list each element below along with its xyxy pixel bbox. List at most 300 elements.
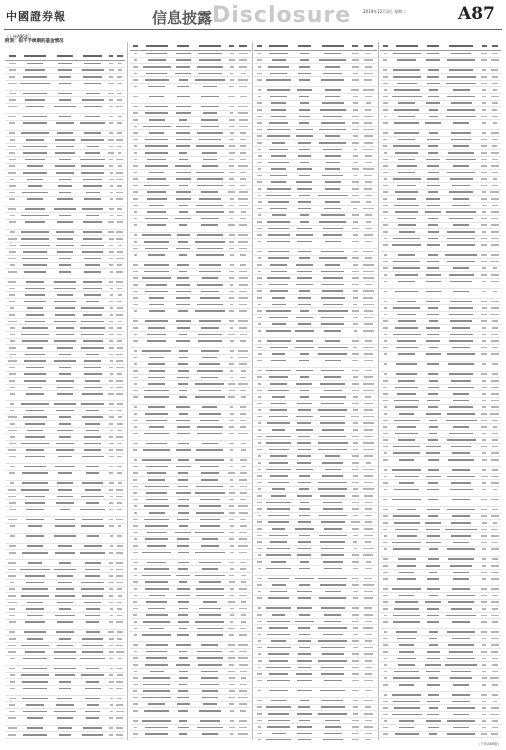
table-cell <box>134 334 137 336</box>
table-row <box>5 157 125 164</box>
table-cell <box>109 146 113 148</box>
table-row <box>130 418 251 425</box>
table-cell <box>364 188 372 190</box>
table-cell <box>481 499 487 501</box>
table-cell <box>353 627 359 629</box>
table-cell <box>179 205 188 207</box>
table-cell <box>84 132 102 134</box>
table-cell <box>481 261 486 263</box>
table-row <box>5 144 125 151</box>
table-cell <box>353 96 359 98</box>
table-cell <box>178 562 189 564</box>
table-cell <box>228 601 235 603</box>
table-row <box>380 114 501 121</box>
table-cell <box>383 684 388 686</box>
table-cell <box>238 241 248 243</box>
table-cell <box>395 529 418 531</box>
table-cell <box>451 139 472 141</box>
table-cell <box>55 595 75 597</box>
table-cell <box>397 535 417 537</box>
table-cell <box>175 73 190 75</box>
table-row <box>5 345 125 352</box>
table-cell <box>230 73 234 75</box>
table-cell <box>117 615 121 617</box>
table-cell <box>145 588 169 590</box>
table-cell <box>384 89 388 91</box>
table-cell <box>27 638 42 640</box>
table-cell <box>447 733 475 735</box>
table-cell <box>384 658 387 660</box>
table-cell <box>8 208 16 210</box>
table-cell <box>257 79 262 81</box>
table-cell <box>179 525 188 527</box>
table-row <box>130 163 251 170</box>
table-cell <box>81 139 104 141</box>
table-row <box>130 177 251 184</box>
table-row <box>130 593 251 600</box>
table-cell <box>108 231 113 233</box>
table-row <box>254 282 377 289</box>
table-cell <box>240 264 246 266</box>
table-cell <box>363 290 374 292</box>
table-cell <box>481 515 488 517</box>
table-cell <box>178 568 189 570</box>
table-row <box>5 709 125 716</box>
table-cell <box>298 739 311 740</box>
table-cell <box>176 466 191 468</box>
table-cell <box>481 509 487 511</box>
table-row <box>254 322 377 329</box>
table-cell <box>429 572 437 574</box>
table-row <box>254 473 377 480</box>
table-cell <box>426 353 441 355</box>
table-cell <box>177 519 189 521</box>
table-cell <box>269 376 288 378</box>
table-cell <box>81 525 104 527</box>
table-row <box>380 480 501 487</box>
table-cell <box>427 334 439 336</box>
table-cell <box>176 449 191 451</box>
table-cell <box>110 569 113 571</box>
table-cell <box>59 562 71 564</box>
table-cell <box>59 373 70 375</box>
table-row <box>5 550 125 560</box>
table-cell <box>28 185 43 187</box>
table-cell <box>133 132 139 134</box>
table-cell <box>109 347 114 349</box>
table-cell <box>258 690 261 692</box>
table-cell <box>54 569 76 571</box>
table-cell <box>239 66 247 68</box>
table-cell <box>426 274 441 276</box>
table-cell <box>451 482 472 484</box>
table-cell <box>230 327 234 329</box>
table-cell <box>82 595 103 597</box>
table-cell <box>482 638 486 640</box>
table-cell <box>393 76 421 78</box>
table-row <box>130 302 251 309</box>
table-cell <box>9 76 14 78</box>
table-cell <box>179 677 188 679</box>
table-cell <box>134 254 137 256</box>
table-cell <box>240 96 247 98</box>
table-cell <box>86 466 99 468</box>
table-cell <box>258 554 261 556</box>
table-cell <box>229 575 234 577</box>
table-cell <box>110 608 113 610</box>
table-cell <box>178 552 189 554</box>
table-cell <box>24 373 46 375</box>
table-row <box>5 306 125 313</box>
table-cell <box>202 697 217 699</box>
table-cell <box>482 644 486 646</box>
table-cell <box>8 717 16 719</box>
table-cell <box>82 416 103 418</box>
table-cell <box>352 360 358 362</box>
table-cell <box>230 479 234 481</box>
table-cell <box>196 449 223 451</box>
table-cell <box>85 575 100 577</box>
table-cell <box>491 631 499 633</box>
table-row <box>5 74 125 81</box>
table-cell <box>197 370 222 372</box>
table-row <box>5 263 125 270</box>
table-cell <box>81 496 103 498</box>
table-cell <box>427 363 439 365</box>
table-cell <box>318 488 347 490</box>
table-cell <box>270 290 288 292</box>
table-cell <box>241 677 246 679</box>
table-cell <box>266 706 290 708</box>
table-cell <box>133 178 137 180</box>
table-row <box>380 411 501 418</box>
table-cell <box>200 499 220 501</box>
table-cell <box>199 390 221 392</box>
table-cell <box>353 251 358 253</box>
table-cell <box>109 281 113 283</box>
table-cell <box>179 671 188 673</box>
table-cell <box>178 710 188 712</box>
table-cell <box>179 224 187 226</box>
table-cell <box>117 472 123 474</box>
table-cell <box>351 201 359 203</box>
table-cell <box>142 697 171 699</box>
table-cell <box>492 320 498 322</box>
table-cell <box>384 178 387 180</box>
table-cell <box>20 245 49 247</box>
table-cell <box>239 690 247 692</box>
table-cell <box>176 575 190 577</box>
table-cell <box>323 304 343 306</box>
table-cell <box>429 733 437 735</box>
table-cell <box>481 301 487 303</box>
table-cell <box>176 492 191 494</box>
table-cell <box>257 221 262 223</box>
table-cell <box>240 492 247 494</box>
table-cell <box>271 360 286 362</box>
table-cell <box>145 291 168 293</box>
table-cell <box>110 192 113 194</box>
table-cell <box>241 396 246 398</box>
table-cell <box>299 647 311 649</box>
table-cell <box>352 462 359 464</box>
table-cell <box>492 172 498 174</box>
table-row <box>380 332 501 339</box>
table-cell <box>230 198 234 200</box>
table-cell <box>492 658 497 660</box>
table-cell <box>257 713 262 715</box>
table-cell <box>397 198 415 200</box>
table-cell <box>448 387 474 389</box>
table-cell <box>363 304 375 306</box>
table-row <box>380 662 501 669</box>
table-row <box>380 289 501 299</box>
table-cell <box>396 631 417 633</box>
table-cell <box>364 597 373 599</box>
table-cell <box>118 245 122 247</box>
table-cell <box>321 251 344 253</box>
table-cell <box>325 455 340 457</box>
table-cell <box>118 482 122 484</box>
table-cell <box>299 720 310 722</box>
table-cell <box>240 218 246 220</box>
table-cell <box>352 403 359 405</box>
table-row <box>380 196 501 203</box>
table-cell <box>81 165 105 167</box>
table-cell <box>481 218 487 220</box>
table-cell <box>318 409 347 411</box>
table-cell <box>384 631 388 633</box>
table-cell <box>453 89 470 91</box>
table-cell <box>59 354 71 356</box>
table-cell <box>491 254 500 256</box>
table-row <box>130 649 251 656</box>
table-cell <box>446 615 475 617</box>
table-row <box>5 114 125 121</box>
table-row <box>380 209 501 216</box>
table-cell <box>384 694 388 696</box>
table-cell <box>133 690 137 692</box>
table-cell <box>481 476 488 478</box>
table-row <box>130 269 251 276</box>
table-cell <box>238 644 248 646</box>
table-cell <box>268 162 289 164</box>
table-cell <box>299 195 309 197</box>
table-cell <box>268 201 288 203</box>
table-cell <box>325 155 341 157</box>
table-cell <box>117 545 123 547</box>
table-cell <box>179 608 188 610</box>
table-row <box>5 587 125 594</box>
table-cell <box>481 373 487 375</box>
table-cell <box>383 102 388 104</box>
table-cell <box>429 380 438 382</box>
table-cell <box>352 508 360 510</box>
table-cell <box>364 482 373 484</box>
table-cell <box>57 393 73 395</box>
table-cell <box>272 142 285 144</box>
table-cell <box>325 66 340 68</box>
table-cell <box>384 406 387 408</box>
table-cell <box>228 224 234 226</box>
table-cell <box>393 701 419 703</box>
table-cell <box>133 545 137 547</box>
table-cell <box>325 89 341 91</box>
table-cell <box>178 499 189 501</box>
table-cell <box>9 711 15 713</box>
table-title: 附表：拟不予续期的基金情况 <box>5 39 64 44</box>
table-cell <box>10 423 15 425</box>
table-cell <box>202 690 218 692</box>
table-row <box>380 352 501 362</box>
table-cell <box>395 211 418 213</box>
table-cell <box>298 142 312 144</box>
table-cell <box>148 377 165 379</box>
table-cell <box>239 310 247 312</box>
table-row <box>380 712 501 719</box>
table-cell <box>393 53 421 55</box>
table-cell <box>117 403 123 405</box>
table-cell <box>271 168 286 170</box>
table-cell <box>296 429 314 431</box>
table-cell <box>133 172 137 174</box>
table-cell <box>448 558 473 560</box>
table-cell <box>268 515 289 517</box>
table-cell <box>118 69 122 71</box>
table-cell <box>399 595 414 597</box>
table-cell <box>322 284 344 286</box>
table-cell <box>427 314 439 316</box>
table-cell <box>179 390 187 392</box>
table-cell <box>491 529 498 531</box>
table-cell <box>9 456 16 458</box>
table-cell <box>257 162 263 164</box>
table-cell <box>109 456 114 458</box>
table-cell <box>491 638 499 640</box>
table-row <box>5 352 125 359</box>
table-row <box>130 497 251 504</box>
table-cell <box>21 595 48 597</box>
table-cell <box>57 575 72 577</box>
table-cell <box>394 400 419 402</box>
table-cell <box>321 370 344 372</box>
table-cell <box>229 165 234 167</box>
table-row <box>254 160 377 167</box>
table-cell <box>383 400 387 402</box>
table-row <box>380 600 501 607</box>
table-row <box>130 599 251 606</box>
table-cell <box>230 552 234 554</box>
table-cell <box>365 396 371 398</box>
table-cell <box>228 472 235 474</box>
table-cell <box>323 228 343 230</box>
table-cell <box>8 602 17 604</box>
table-cell <box>270 96 286 98</box>
table-cell <box>363 277 374 279</box>
table-cell <box>364 135 373 137</box>
table-cell <box>59 116 71 118</box>
table-cell <box>427 185 440 187</box>
table-cell <box>116 717 122 719</box>
table-cell <box>110 198 113 200</box>
table-cell <box>299 66 310 68</box>
table-cell <box>81 334 103 336</box>
table-row <box>380 236 501 243</box>
table-cell <box>117 99 122 101</box>
table-cell <box>429 707 438 709</box>
table-row <box>130 144 251 151</box>
table-cell <box>353 290 358 292</box>
table-cell <box>20 569 49 571</box>
table-cell <box>10 231 15 233</box>
table-row <box>380 497 501 507</box>
table-cell <box>257 228 263 230</box>
table-header-row <box>5 52 125 61</box>
table-cell <box>352 436 359 438</box>
table-cell <box>149 426 164 428</box>
table-cell <box>447 261 475 263</box>
table-cell <box>230 545 234 547</box>
table-cell <box>110 668 113 670</box>
table-cell <box>352 640 359 642</box>
table-cell <box>21 215 49 217</box>
table-row <box>254 381 377 388</box>
table-cell <box>134 634 137 636</box>
table-cell <box>319 142 346 144</box>
table-cell <box>228 697 235 699</box>
table-cell <box>492 694 497 696</box>
table-cell <box>257 528 262 530</box>
table-row <box>380 520 501 527</box>
table-cell <box>25 423 44 425</box>
table-cell <box>229 139 234 141</box>
table-cell <box>145 145 168 147</box>
table-cell <box>239 703 247 705</box>
table-cell <box>426 542 441 544</box>
table-cell <box>395 327 418 329</box>
table-cell <box>142 634 171 636</box>
table-cell <box>429 109 438 111</box>
table-row <box>380 676 501 683</box>
table-row <box>254 368 377 375</box>
table-cell <box>266 739 291 740</box>
table-cell <box>353 297 357 299</box>
table-row <box>5 269 125 279</box>
table-cell <box>258 667 261 669</box>
table-cell <box>266 554 291 556</box>
table-cell <box>55 615 74 617</box>
table-cell <box>240 406 246 408</box>
table-cell <box>146 284 168 286</box>
table-row <box>380 183 501 190</box>
table-row <box>380 319 501 326</box>
table-cell <box>481 588 487 590</box>
table-cell <box>297 403 311 405</box>
table-cell <box>299 614 311 616</box>
table-cell <box>239 512 248 514</box>
table-row <box>254 351 377 358</box>
table-row <box>254 107 377 114</box>
table-row <box>254 226 377 233</box>
table-cell <box>23 172 48 174</box>
table-cell <box>86 192 100 194</box>
table-cell <box>145 248 168 250</box>
table-cell <box>257 561 262 563</box>
table-cell <box>178 512 189 514</box>
table-cell <box>196 172 224 174</box>
table-row <box>254 394 377 401</box>
table-cell <box>449 373 473 375</box>
